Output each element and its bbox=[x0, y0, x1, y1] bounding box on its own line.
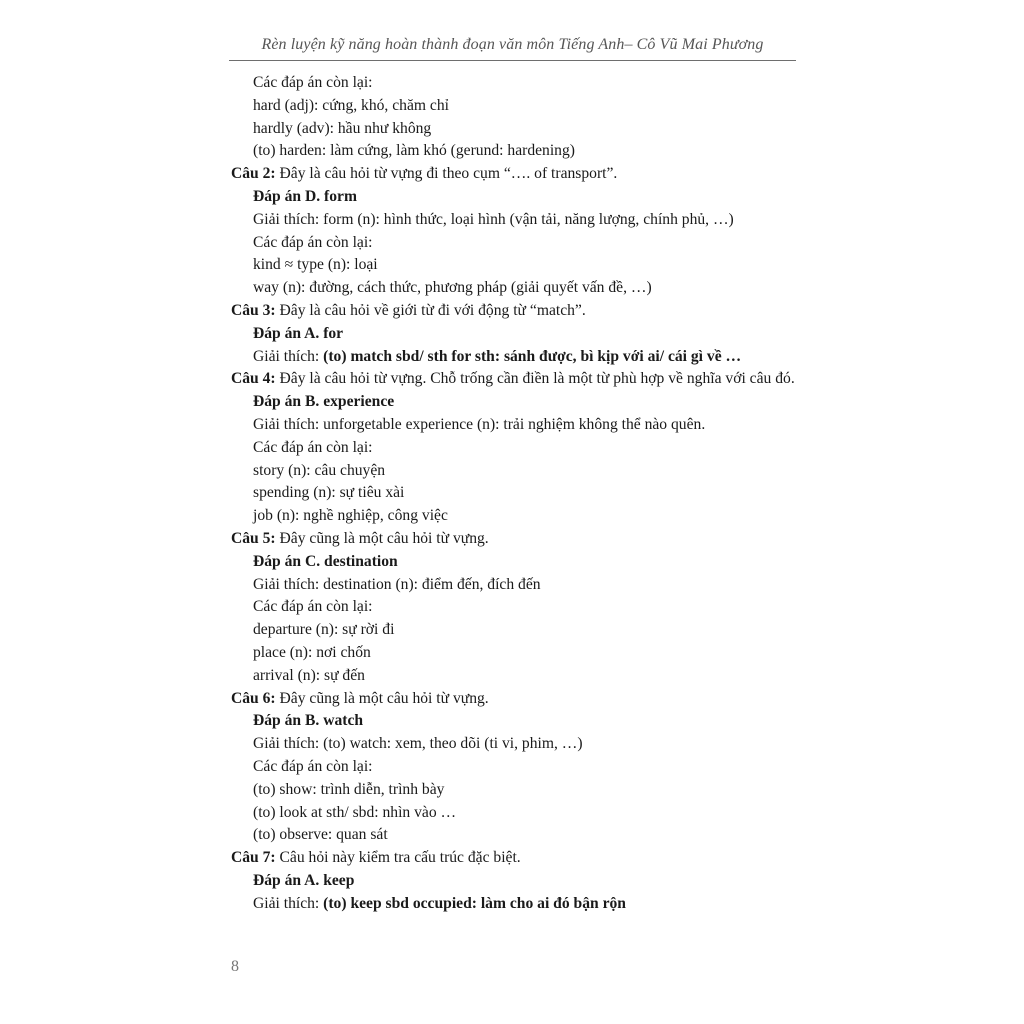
line-text: Giải thích: (to) watch: xem, theo dõi (ti vi, phim, …) bbox=[253, 735, 583, 753]
question-line bbox=[231, 368, 806, 391]
text-line bbox=[231, 460, 806, 483]
question-line bbox=[231, 847, 806, 870]
line-text: Giải thích: bbox=[253, 347, 324, 365]
question-label: Câu 5: bbox=[231, 529, 276, 547]
line-text: story (n): câu chuyện bbox=[253, 461, 386, 479]
question-line bbox=[231, 300, 806, 323]
question-label: Câu 6: bbox=[231, 689, 276, 707]
line-text: job (n): nghề nghiệp, công việc bbox=[253, 507, 448, 525]
text-line bbox=[231, 482, 806, 505]
line-text: (to) observe: quan sát bbox=[253, 826, 388, 844]
answer-line bbox=[231, 391, 806, 414]
answer-label: Đáp án A. keep bbox=[253, 871, 355, 889]
line-text: arrival (n): sự đến bbox=[253, 666, 365, 684]
page-number: 8 bbox=[231, 958, 239, 975]
question-line bbox=[231, 163, 806, 186]
line-text: Câu hỏi này kiểm tra cấu trúc đặc biệt. bbox=[275, 849, 521, 867]
text-line bbox=[231, 733, 806, 756]
text-line bbox=[231, 665, 806, 688]
text-line bbox=[231, 756, 806, 779]
line-text: Các đáp án còn lại: bbox=[253, 233, 373, 251]
line-text: Giải thích: bbox=[253, 894, 324, 912]
text-line bbox=[231, 824, 806, 847]
line-text: Đây là câu hỏi về giới từ đi với động từ “match”. bbox=[275, 301, 586, 319]
line-text: kind ≈ type (n): loại bbox=[253, 256, 378, 274]
text-line bbox=[231, 209, 806, 232]
text-line bbox=[231, 118, 806, 141]
text-line bbox=[231, 505, 806, 528]
line-text: way (n): đường, cách thức, phương pháp (giải quyết vấn đề, …) bbox=[253, 279, 652, 297]
answer-line bbox=[231, 710, 806, 733]
question-label: Câu 2: bbox=[231, 165, 276, 183]
text-line bbox=[231, 779, 806, 802]
text-line bbox=[231, 346, 806, 369]
text-line bbox=[231, 893, 806, 916]
running-header bbox=[229, 36, 796, 61]
text-line bbox=[231, 596, 806, 619]
bold-phrase: (to) keep sbd occupied: làm cho ai đó bận rộn bbox=[323, 894, 626, 912]
answer-line bbox=[231, 323, 806, 346]
line-text: (to) harden: làm cứng, làm khó (gerund: hardening) bbox=[253, 142, 575, 160]
line-text: Đây cũng là một câu hỏi từ vựng. bbox=[275, 689, 489, 707]
answer-label: Đáp án B. watch bbox=[253, 712, 364, 730]
line-text: Giải thích: form (n): hình thức, loại hình (vận tải, năng lượng, chính phủ, …) bbox=[253, 210, 734, 228]
line-text: spending (n): sự tiêu xài bbox=[253, 484, 405, 502]
document-body bbox=[231, 72, 806, 915]
answer-line bbox=[231, 186, 806, 209]
question-label: Câu 4: bbox=[231, 370, 276, 388]
line-text: Các đáp án còn lại: bbox=[253, 438, 373, 456]
text-line bbox=[231, 254, 806, 277]
answer-label: Đáp án D. form bbox=[253, 187, 357, 205]
question-line bbox=[231, 688, 806, 711]
text-line bbox=[231, 642, 806, 665]
text-line bbox=[231, 414, 806, 437]
line-text: Giải thích: unforgetable experience (n): trải nghiệm không thể nào quên. bbox=[253, 415, 706, 433]
text-line bbox=[231, 437, 806, 460]
question-line bbox=[231, 528, 806, 551]
answer-label: Đáp án A. for bbox=[253, 324, 344, 342]
text-line bbox=[231, 574, 806, 597]
question-label: Câu 3: bbox=[231, 301, 276, 319]
line-text: hard (adj): cứng, khó, chăm chỉ bbox=[253, 96, 449, 114]
text-line bbox=[231, 277, 806, 300]
answer-label: Đáp án C. destination bbox=[253, 552, 398, 570]
line-text: (to) look at sth/ sbd: nhìn vào … bbox=[253, 803, 457, 821]
line-text: Đây cũng là một câu hỏi từ vựng. bbox=[275, 529, 489, 547]
text-line bbox=[231, 802, 806, 825]
line-text: Giải thích: destination (n): điểm đến, đích đến bbox=[253, 575, 541, 593]
text-line bbox=[231, 72, 806, 95]
text-line bbox=[231, 95, 806, 118]
text-line bbox=[231, 619, 806, 642]
line-text: (to) show: trình diễn, trình bày bbox=[253, 780, 445, 798]
answer-line bbox=[231, 551, 806, 574]
running-header-title: Rèn luyện kỹ năng hoàn thành đoạn văn môn Tiếng Anh– Cô Vũ Mai Phương bbox=[261, 36, 764, 53]
answer-line bbox=[231, 870, 806, 893]
text-line bbox=[231, 232, 806, 255]
line-text: Đây là câu hỏi từ vựng đi theo cụm “…. of transport”. bbox=[275, 165, 618, 183]
text-line bbox=[231, 140, 806, 163]
line-text: departure (n): sự rời đi bbox=[253, 621, 395, 639]
answer-label: Đáp án B. experience bbox=[253, 393, 395, 411]
line-text: hardly (adv): hầu như không bbox=[253, 119, 432, 137]
line-text: place (n): nơi chốn bbox=[253, 643, 371, 661]
line-text: Các đáp án còn lại: bbox=[253, 757, 373, 775]
line-text: Đây là câu hỏi từ vựng. Chỗ trống cần điền là một từ phù hợp về nghĩa với câu đó. bbox=[275, 370, 795, 388]
bold-phrase: (to) match sbd/ sth for sth: sánh được, bì kịp với ai/ cái gì về … bbox=[323, 347, 742, 365]
line-text: Các đáp án còn lại: bbox=[253, 598, 373, 616]
line-text: Các đáp án còn lại: bbox=[253, 74, 373, 91]
question-label: Câu 7: bbox=[231, 849, 276, 867]
